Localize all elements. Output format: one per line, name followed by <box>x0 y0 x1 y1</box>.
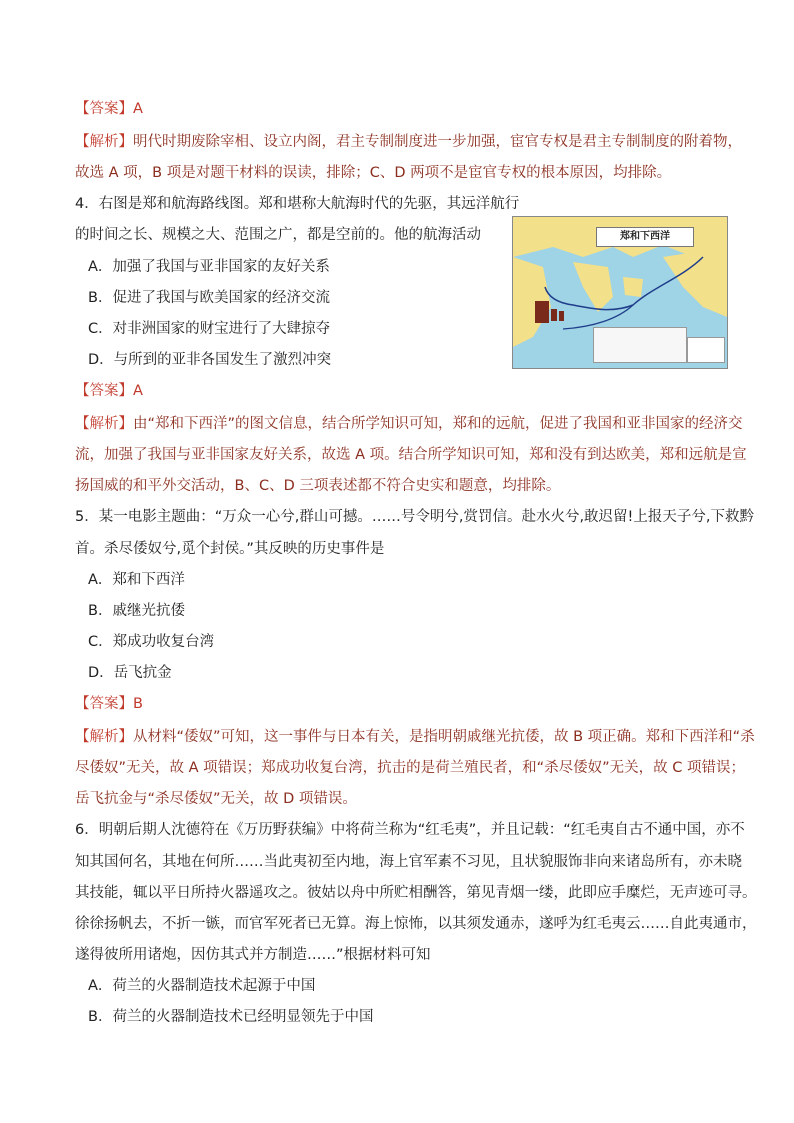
analysis-line: 岳飞抗金与“杀尽倭奴”无关，故 D 项错误。 <box>75 791 357 807</box>
analysis-line <box>75 132 742 152</box>
question-stem: 5．某一电影主题曲：“万众一心兮,群山可撼。……号令明兮,赏罚信。赴水火兮,敢迟留!上报天子兮,下救黔 <box>75 509 754 525</box>
option-a: A．加强了我国与亚非国家的友好关系 <box>88 259 330 275</box>
question-stem: 4．右图是郑和航海路线图。郑和堪称大航海时代的先驱，其远洋航行 <box>75 196 520 212</box>
analysis-line <box>75 414 743 434</box>
option-a: A．郑和下西洋 <box>88 572 185 588</box>
answer-value: A <box>133 383 143 399</box>
question-stem: 知其国何名，其地在何所……当此夷初至内地，海上官军素不习见，且状貌服饰非向来诸岛所有，亦未晓 <box>75 854 742 870</box>
answer-line <box>75 694 143 714</box>
question-stem: 其技能，辄以平日所持火器遥攻之。彼姑以舟中所贮相酬答，第见青烟一缕，此即应手糜烂，无声迹可寻。 <box>75 885 757 901</box>
analysis-text: 从材料“倭奴”可知，这一事件与日本有关，是指明朝戚继光抗倭，故 B 项正确。郑和下西洋和“杀 <box>133 729 755 745</box>
answer-tag: 【答案】 <box>75 101 133 117</box>
option-d: D．与所到的亚非各国发生了激烈冲突 <box>88 352 332 368</box>
option-b: B．促进了我国与欧美国家的经济交流 <box>88 290 330 306</box>
analysis-line: 流，加强了我国与亚非国家友好关系，故选 A 项。结合所学知识可知，郑和没有到达欧美，郑和远航是宣 <box>75 447 747 463</box>
answer-value: B <box>133 696 143 712</box>
option-b: B．荷兰的火器制造技术已经明显领先于中国 <box>88 1009 374 1025</box>
option-d: D．岳飞抗金 <box>88 665 172 681</box>
question-stem: 首。杀尽倭奴兮,觅个封侯。”其反映的历史事件是 <box>75 541 385 557</box>
question-stem: 遂得彼所用诸炮，因仿其式并方制造……”根据材料可知 <box>75 947 431 963</box>
analysis-tag: 【解析】 <box>75 729 133 745</box>
option-c: C．郑成功收复台湾 <box>88 634 215 650</box>
map-title: 郑和下西洋 <box>596 227 694 247</box>
option-b: B．戚继光抗倭 <box>88 603 185 619</box>
analysis-tag: 【解析】 <box>75 416 133 432</box>
question-stem: 6．明朝后期人沈德符在《万历野获编》中将荷兰称为“红毛夷”，并且记载：“红毛夷自古不通中国，亦不 <box>75 822 745 838</box>
answer-tag: 【答案】 <box>75 383 133 399</box>
answer-tag: 【答案】 <box>75 696 133 712</box>
analysis-tag: 【解析】 <box>75 134 133 150</box>
map-legend-table <box>593 327 687 363</box>
answer-line <box>75 99 143 119</box>
analysis-line <box>75 727 755 747</box>
analysis-line: 尽倭奴”无关，故 A 项错误；郑成功收复台湾，抗击的是荷兰殖民者，和“杀尽倭奴”无关，故 C 项错误； <box>75 760 746 776</box>
analysis-text: 明代时期废除宰相、设立内阁，君主专制制度进一步加强，宦官专权是君主专制制度的附着物， <box>133 134 742 150</box>
analysis-line: 故选 A 项，B 项是对题干材料的误读，排除；C、D 两项不是宦官专权的根本原因，均排除。 <box>75 165 672 181</box>
option-a: A．荷兰的火器制造技术起源于中国 <box>88 978 316 994</box>
question-stem: 的时间之长、规模之大、范围之广，都是空前的。他的航海活动 <box>75 227 481 243</box>
analysis-line: 扬国威的和平外交活动，B、C、D 三项表述都不符合史实和题意，均排除。 <box>75 478 561 494</box>
analysis-text: 由“郑和下西洋”的图文信息，结合所学知识可知，郑和的远航，促进了我国和亚非国家的经济交 <box>133 416 743 432</box>
map-figure <box>512 216 728 369</box>
question-stem: 徐徐扬帆去，不折一镞，而官军死者已无算。海上惊怖，以其须发通赤，遂呼为红毛夷云……自此夷通市， <box>75 916 757 932</box>
answer-value: A <box>133 101 143 117</box>
answer-line <box>75 381 143 401</box>
option-c: C．对非洲国家的财宝进行了大肆掠夺 <box>88 321 331 337</box>
map-legend-key <box>687 337 725 363</box>
